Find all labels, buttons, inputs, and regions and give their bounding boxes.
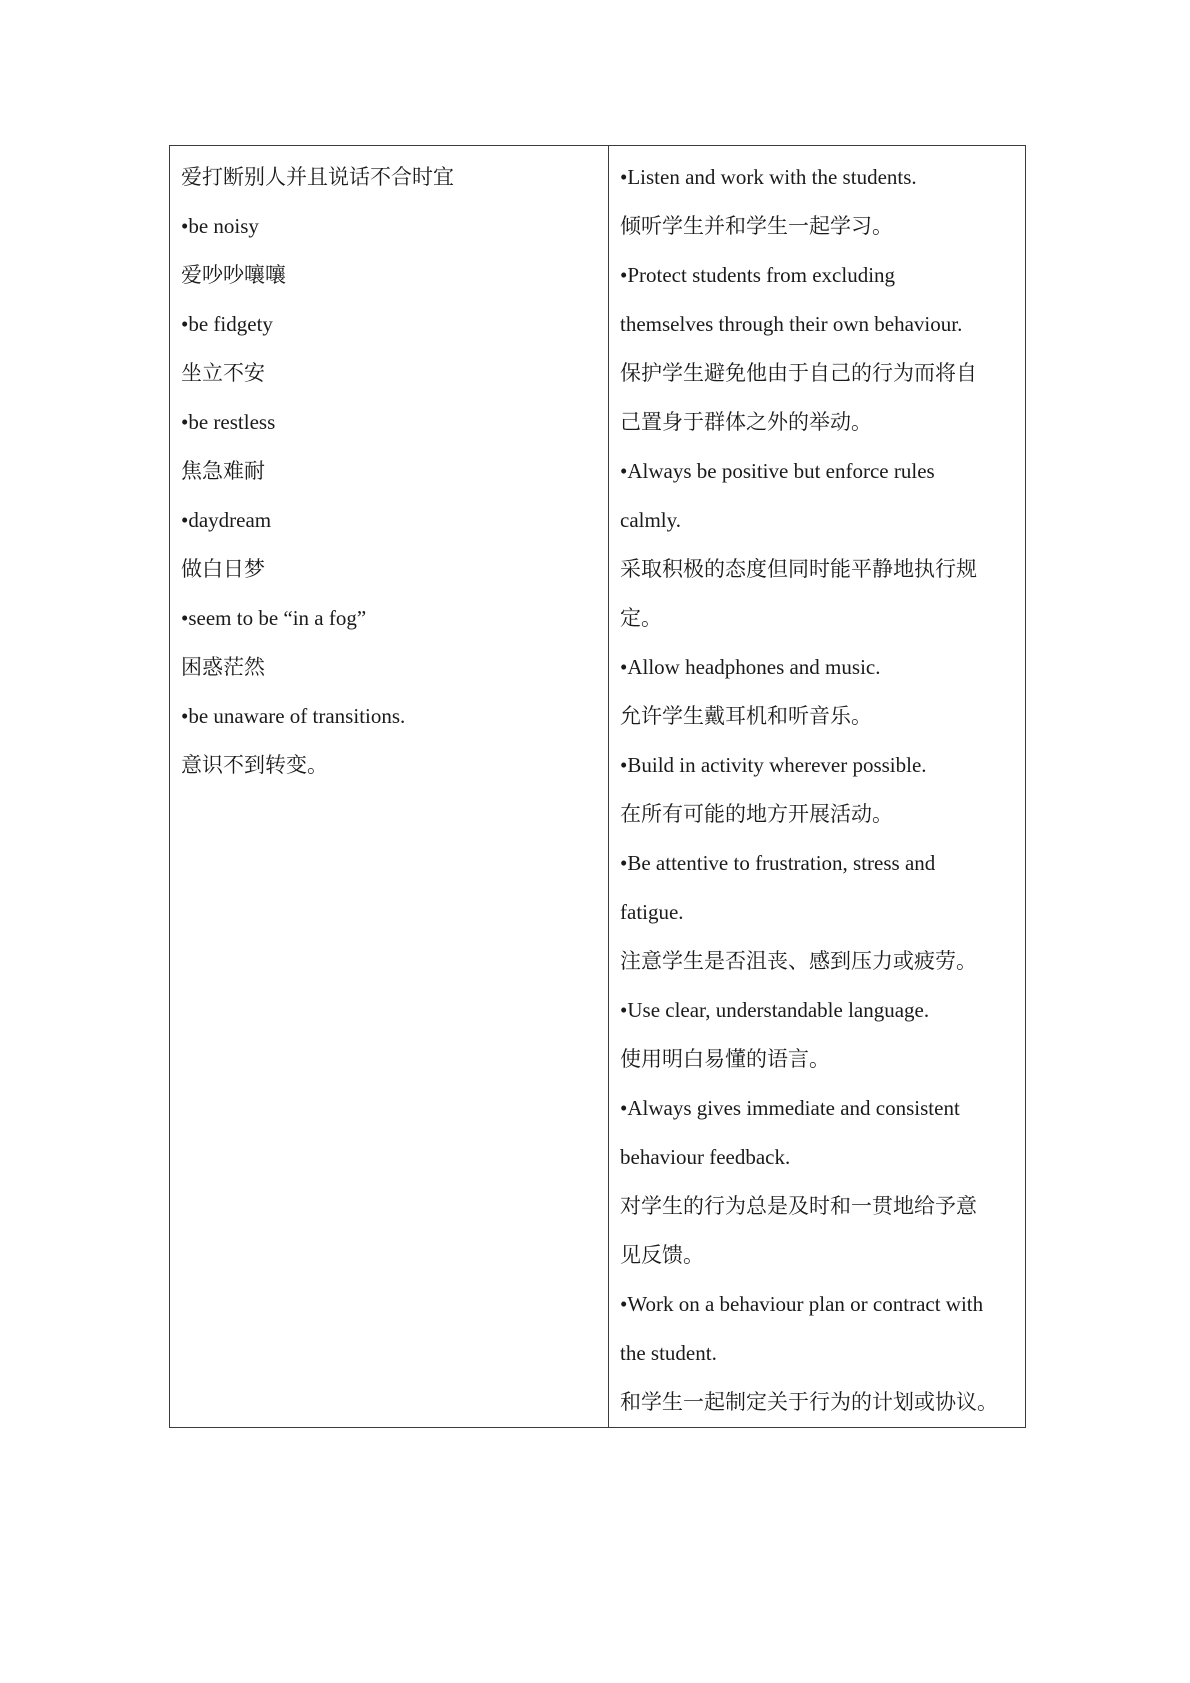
strategies-cell (609, 146, 1025, 1427)
behaviour-line: •be unaware of transitions. (181, 704, 406, 728)
behaviours-cell (170, 146, 609, 1427)
strategy-line: •Listen and work with the students. (620, 165, 917, 189)
strategy-line: 在所有可能的地方开展活动。 (620, 802, 893, 826)
behaviour-line: 爱打断别人并且说话不合时宜 (181, 165, 454, 189)
strategy-line: •Work on a behaviour plan or contract with (620, 1292, 984, 1316)
strategy-line: 和学生一起制定关于行为的计划或协议。 (620, 1390, 998, 1414)
strategy-line: •Protect students from excluding (620, 263, 896, 287)
behaviour-line: 焦急难耐 (181, 459, 265, 483)
strategy-line: calmly. (620, 508, 682, 532)
strategy-line: behaviour feedback. (620, 1145, 791, 1169)
strategy-line: 采取积极的态度但同时能平静地执行规 (620, 557, 977, 581)
strategy-line: •Be attentive to frustration, stress and (620, 851, 936, 875)
strategy-line: 己置身于群体之外的举动。 (620, 410, 872, 434)
behaviour-line: •be fidgety (181, 312, 273, 336)
behaviour-line: •be noisy (181, 214, 259, 238)
strategy-line: 注意学生是否沮丧、感到压力或疲劳。 (620, 949, 977, 973)
strategy-line: •Build in activity wherever possible. (620, 753, 927, 777)
strategy-line: 保护学生避免他由于自己的行为而将自 (620, 361, 977, 385)
behaviour-line: •be restless (181, 410, 276, 434)
behaviour-table (169, 145, 1026, 1428)
strategy-line: themselves through their own behaviour. (620, 312, 963, 336)
strategy-line: •Always gives immediate and consistent (620, 1096, 960, 1120)
behaviour-line: •daydream (181, 508, 272, 532)
strategy-line: 对学生的行为总是及时和一贯地给予意 (620, 1194, 977, 1218)
strategy-line: 定。 (620, 606, 662, 630)
strategy-line: 倾听学生并和学生一起学习。 (620, 214, 893, 238)
strategy-line: •Always be positive but enforce rules (620, 459, 935, 483)
behaviour-line: 坐立不安 (181, 361, 265, 385)
behaviour-line: 做白日梦 (181, 557, 265, 581)
strategy-line: 见反馈。 (620, 1243, 704, 1267)
strategy-line: fatigue. (620, 900, 684, 924)
behaviour-line: 意识不到转变。 (181, 753, 328, 777)
behaviour-line: •seem to be “in a fog” (181, 606, 367, 630)
strategy-line: 允许学生戴耳机和听音乐。 (620, 704, 872, 728)
strategy-line: •Allow headphones and music. (620, 655, 881, 679)
strategy-line: 使用明白易懂的语言。 (620, 1047, 830, 1071)
behaviour-line: 困惑茫然 (181, 655, 265, 679)
behaviour-line: 爱吵吵嚷嚷 (181, 263, 286, 287)
strategy-line: •Use clear, understandable language. (620, 998, 930, 1022)
strategy-line: the student. (620, 1341, 717, 1365)
